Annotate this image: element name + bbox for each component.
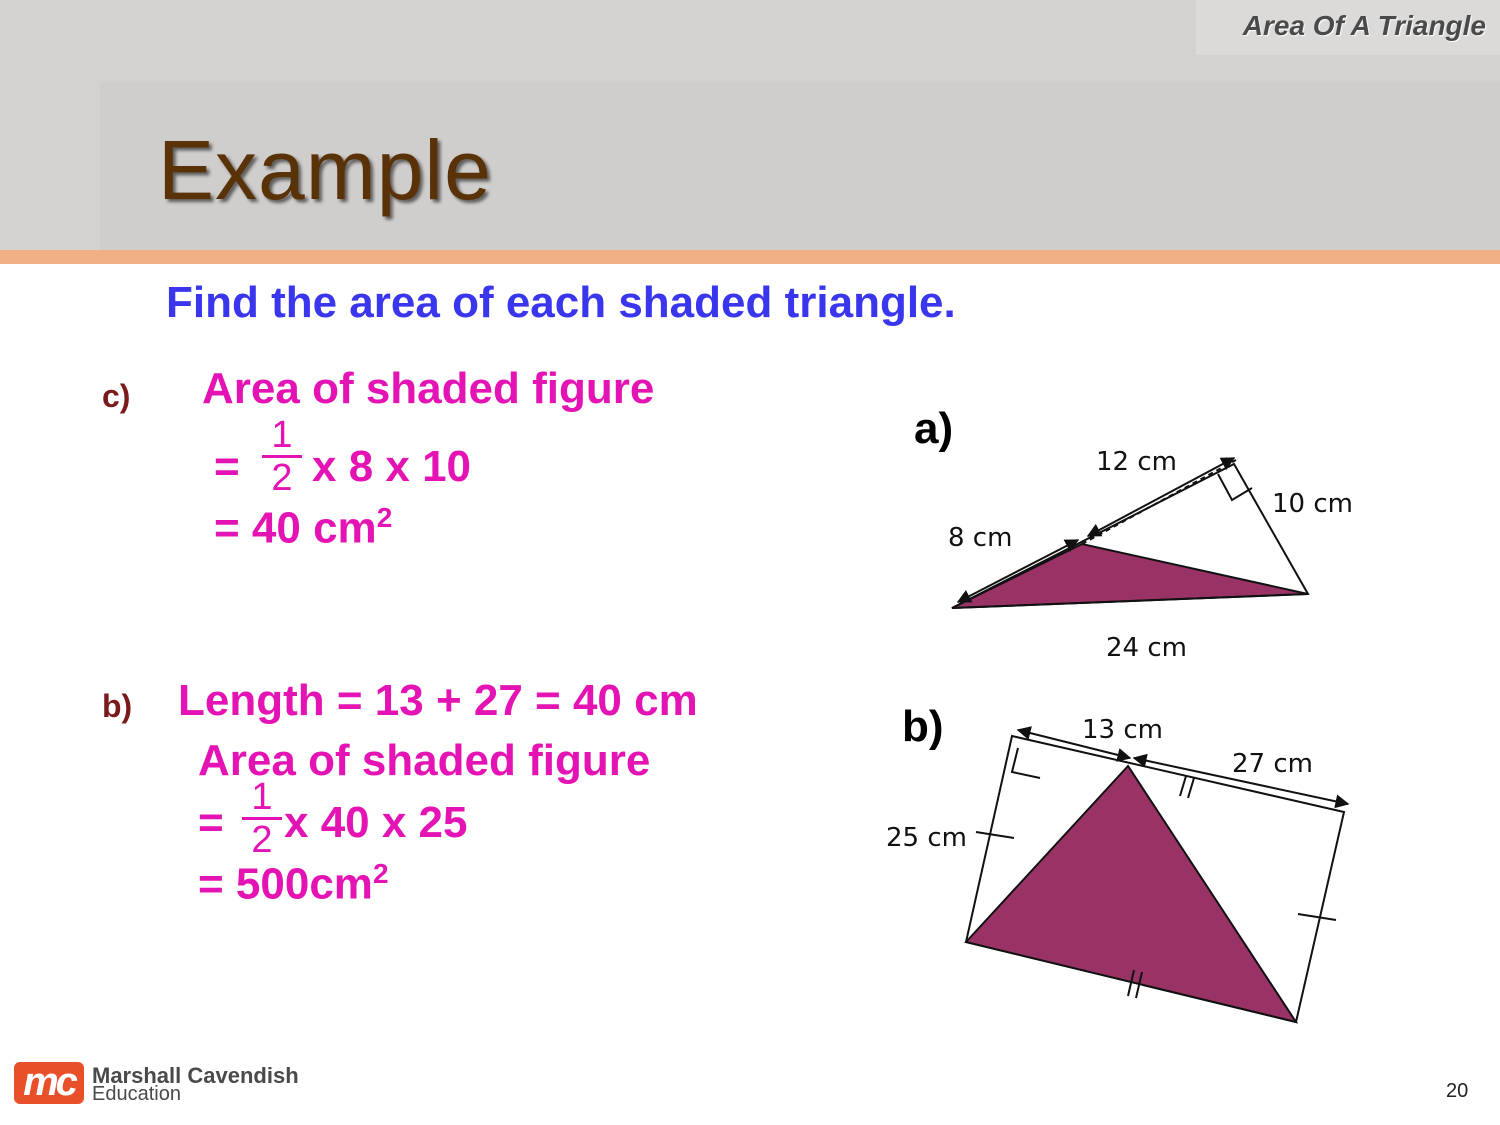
figure-b-tick-left — [976, 832, 1014, 838]
part-b-fraction — [242, 778, 282, 859]
figure-b-label: b) — [902, 702, 944, 751]
figure-b — [870, 700, 1370, 1040]
part-c-marker: c) — [102, 378, 131, 414]
part-c-line3 — [214, 502, 392, 554]
figure-a — [900, 430, 1400, 670]
slide-title: Example — [158, 123, 492, 217]
figure-a-dim-12: 12 cm — [1096, 447, 1177, 477]
part-b-line1: Length = 13 + 27 = 40 cm — [178, 676, 698, 725]
part-b-line3: x 40 x 25 — [284, 798, 468, 847]
part-c-equals: = — [214, 442, 240, 491]
figure-b-tick-top-1 — [1180, 776, 1186, 796]
figure-b-right-angle — [1012, 748, 1040, 778]
figure-a-dim-8: 8 cm — [948, 523, 1013, 553]
brand-name: Marshall Cavendish — [92, 1063, 299, 1088]
part-b-result: = 500cm — [198, 859, 373, 909]
part-c-fraction — [262, 416, 302, 497]
topic-box — [1196, 0, 1500, 55]
part-c-line2: x 8 x 10 — [312, 442, 472, 491]
accent-rule — [0, 250, 1500, 264]
figure-b-dim-25: 25 cm — [886, 823, 967, 853]
part-b-line4 — [198, 858, 389, 910]
part-b-fraction-numerator: 1 — [242, 778, 282, 820]
figure-b-tick-right — [1298, 914, 1336, 920]
part-c-result: = 40 cm — [214, 503, 377, 553]
topic-label: Area Of A Triangle — [1242, 10, 1486, 41]
part-b-line2: Area of shaded figure — [198, 736, 651, 785]
part-b-equals: = — [198, 798, 224, 847]
part-b-marker: b) — [102, 688, 133, 724]
figure-a-dim-10: 10 cm — [1272, 489, 1353, 519]
brand-logo — [14, 1062, 84, 1104]
figure-b-dim-13: 13 cm — [1082, 715, 1163, 745]
part-c-line1: Area of shaded figure — [202, 364, 655, 413]
part-c-fraction-numerator: 1 — [262, 416, 302, 458]
page-number: 20 — [1446, 1080, 1469, 1102]
part-b-fraction-denominator: 2 — [251, 819, 273, 861]
part-b-result-exponent: 2 — [372, 858, 389, 889]
brand-logo-mark: mc — [23, 1060, 75, 1104]
figure-a-shaded-triangle — [952, 544, 1308, 608]
figure-b-dim-27: 27 cm — [1232, 749, 1313, 779]
figure-a-label: a) — [914, 404, 954, 453]
figure-a-dim-24: 24 cm — [1106, 633, 1187, 663]
instruction-text: Find the area of each shaded triangle. — [166, 278, 956, 327]
part-c-fraction-denominator: 2 — [271, 457, 293, 499]
figure-b-tick-top-2 — [1188, 778, 1194, 798]
brand-subtitle: Education — [92, 1083, 181, 1105]
part-c-result-exponent: 2 — [376, 502, 393, 533]
